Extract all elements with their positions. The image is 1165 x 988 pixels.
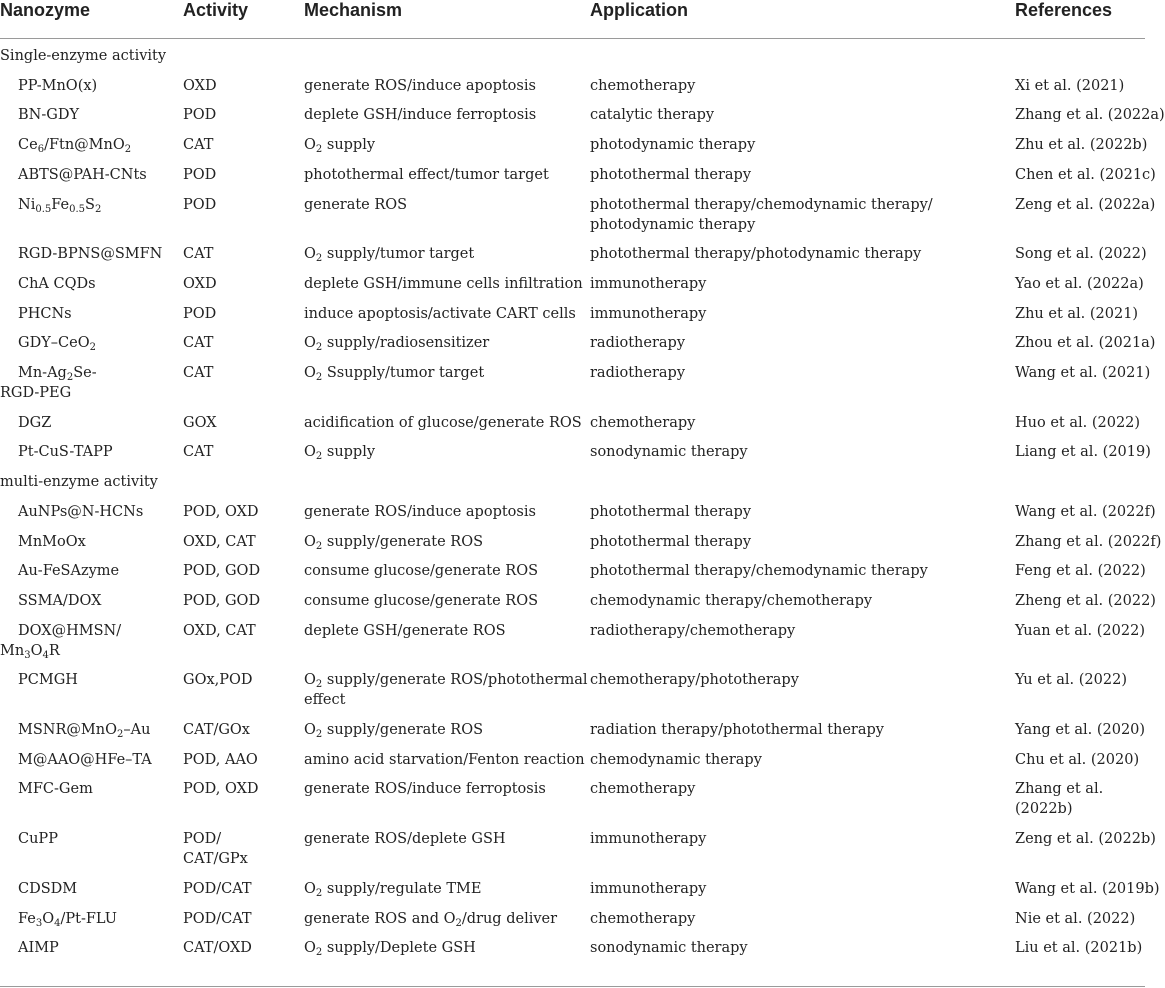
- cell-reference: Chen et al. (2021c): [1015, 166, 1156, 183]
- cell-reference: Zeng et al. (2022b): [1015, 831, 1156, 848]
- cell-nanozyme: Au-FeSAzyme: [18, 563, 120, 580]
- cell-application: chemotherapy/phototherapy: [590, 672, 799, 689]
- cell-reference: Wang et al. (2019b): [1015, 880, 1160, 897]
- cell-application: photothermal therapy: [590, 166, 752, 183]
- cell-mechanism: deplete GSH/generate ROS: [304, 622, 506, 639]
- cell-nanozyme: $Mn-Ag_2Se-$ RGD-PEG: [0, 365, 97, 401]
- cell-nanozyme: SSMA/DOX: [18, 592, 102, 609]
- cell-application: chemotherapy: [590, 77, 696, 94]
- cell-nanozyme: AIMP: [18, 940, 59, 957]
- cell-application: immunotherapy: [590, 275, 707, 292]
- header-activity: Activity: [183, 0, 249, 20]
- section-heading: Single-enzyme activity: [0, 48, 167, 64]
- cell-mechanism: $O_2$ supply/generate ROS: [304, 533, 484, 552]
- cell-mechanism: amino acid starvation/Fenton reaction: [304, 751, 585, 768]
- cell-activity: POD: [183, 196, 217, 213]
- cell-nanozyme: ABTS@PAH-CNts: [18, 166, 147, 183]
- section-heading: multi-enzyme activity: [0, 474, 158, 491]
- cell-nanozyme: MFC-Gem: [18, 781, 93, 798]
- cell-reference: Wang et al. (2021): [1015, 365, 1151, 381]
- cell-activity: POD, GOD: [183, 592, 261, 609]
- cell-mechanism: $O_2$ supply: [304, 137, 376, 156]
- cell-reference: Chu et al. (2020): [1015, 751, 1140, 768]
- cell-application: chemotherapy: [590, 781, 696, 798]
- cell-nanozyme: Pt-CuS-TAPP: [18, 444, 113, 461]
- cell-mechanism: generate ROS and $O_2$/drug deliver: [304, 910, 558, 929]
- cell-mechanism: $O_2$ Ssupply/tumor target: [304, 365, 485, 383]
- cell-reference: Nie et al. (2022): [1015, 910, 1136, 927]
- cell-mechanism: $O_2$ supply/tumor target: [304, 246, 475, 265]
- cell-mechanism: generate ROS/induce apoptosis: [304, 77, 536, 94]
- cell-reference: Liu et al. (2021b): [1015, 940, 1143, 957]
- cell-nanozyme: GDY–CeO$_2$: [18, 335, 96, 354]
- cell-application: sonodynamic therapy: [590, 444, 748, 461]
- cell-reference: Feng et al. (2022): [1015, 563, 1146, 580]
- cell-reference: Yao et al. (2022a): [1015, 275, 1144, 292]
- cell-nanozyme: CDSDM: [18, 880, 78, 897]
- cell-application: photothermal therapy/chemodynamic therapy/ photodynamic therapy: [590, 196, 933, 233]
- cell-reference: Song et al. (2022): [1015, 246, 1147, 263]
- cell-nanozyme: $Ni_{0.5}Fe_{0.5}S_2$: [18, 196, 102, 215]
- cell-activity: POD, AAO: [183, 751, 258, 768]
- cell-activity: CAT: [183, 365, 214, 381]
- cell-application: radiation therapy/photothermal therapy: [590, 722, 884, 738]
- cell-mechanism: $O_2$ supply/generate ROS/photothermal effect: [304, 672, 588, 709]
- cell-activity: OXD: [183, 275, 217, 292]
- cell-reference: Zheng et al. (2022): [1015, 592, 1156, 609]
- cell-mechanism: $O_2$ supply/Deplete GSH: [304, 940, 476, 959]
- cell-nanozyme: PP-MnO(x): [18, 77, 98, 94]
- cell-application: sonodynamic therapy: [590, 940, 748, 957]
- cell-activity: OXD, CAT: [183, 533, 256, 550]
- cell-reference: Zhu et al. (2021): [1015, 305, 1139, 322]
- cell-nanozyme: DOX@HMSN/ $Mn_3O_4R$: [0, 622, 122, 661]
- cell-reference: Wang et al. (2022f): [1015, 503, 1156, 520]
- cell-application: chemotherapy: [590, 910, 696, 927]
- cell-nanozyme: MSNR@MnO$_2$–Au: [18, 722, 151, 740]
- header-mechanism: Mechanism: [304, 0, 403, 20]
- cell-reference: Yuan et al. (2022): [1015, 622, 1145, 639]
- cell-application: radiotherapy/chemotherapy: [590, 622, 796, 639]
- cell-reference: Xi et al. (2021): [1015, 77, 1125, 94]
- cell-activity: CAT/OXD: [183, 940, 252, 957]
- cell-reference: Huo et al. (2022): [1015, 414, 1141, 431]
- cell-mechanism: consume glucose/generate ROS: [304, 592, 539, 609]
- cell-mechanism: photothermal effect/tumor target: [304, 166, 549, 183]
- cell-nanozyme: RGD-BPNS@SMFN: [18, 246, 163, 263]
- cell-activity: POD, GOD: [183, 563, 261, 580]
- cell-application: photothermal therapy: [590, 503, 752, 520]
- cell-activity: POD/ CAT/GPx: [183, 831, 248, 868]
- cell-mechanism: generate ROS/induce ferroptosis: [304, 781, 546, 798]
- cell-application: photothermal therapy/photodynamic therapy: [590, 246, 922, 263]
- header-nanozyme: Nanozyme: [0, 0, 91, 20]
- cell-mechanism: $O_2$ supply/generate ROS: [304, 722, 484, 740]
- table-header: [0, 0, 1145, 39]
- cell-mechanism: generate ROS/induce apoptosis: [304, 503, 536, 520]
- cell-activity: POD, OXD: [183, 503, 259, 520]
- cell-application: photothermal therapy: [590, 533, 752, 550]
- cell-application: catalytic therapy: [590, 107, 715, 124]
- cell-mechanism: generate ROS: [304, 196, 408, 213]
- cell-nanozyme: PHCNs: [18, 305, 72, 322]
- cell-activity: POD/CAT: [183, 910, 252, 927]
- cell-activity: POD: [183, 305, 217, 322]
- cell-activity: GOX: [183, 414, 217, 431]
- cell-nanozyme: DGZ: [18, 414, 52, 431]
- cell-nanozyme: CuPP: [18, 831, 58, 848]
- cell-application: photodynamic therapy: [590, 137, 756, 154]
- cell-nanozyme: MnMoOx: [18, 533, 86, 550]
- cell-reference: Yu et al. (2022): [1015, 672, 1127, 689]
- cell-nanozyme: BN-GDY: [18, 107, 80, 124]
- cell-nanozyme: M@AAO@HFe–TA: [18, 751, 152, 768]
- cell-nanozyme: AuNPs@N-HCNs: [18, 503, 144, 520]
- cell-mechanism: induce apoptosis/activate CART cells: [304, 305, 576, 322]
- cell-reference: Zeng et al. (2022a): [1015, 196, 1156, 213]
- cell-activity: CAT: [183, 137, 214, 154]
- cell-mechanism: generate ROS/deplete GSH: [304, 831, 506, 848]
- cell-application: chemodynamic therapy/chemotherapy: [590, 592, 873, 609]
- cell-mechanism: consume glucose/generate ROS: [304, 563, 539, 580]
- cell-mechanism: $O_2$ supply/regulate TME: [304, 880, 482, 899]
- cell-activity: GOx,POD: [183, 672, 253, 689]
- cell-application: chemotherapy: [590, 414, 696, 431]
- cell-nanozyme: ChA CQDs: [18, 275, 96, 292]
- cell-reference: Zhang et al. (2022a): [1015, 107, 1165, 124]
- cell-application: radiotherapy: [590, 365, 686, 381]
- cell-reference: Zhang et al. (2022f): [1015, 533, 1162, 550]
- cell-mechanism: deplete GSH/induce ferroptosis: [304, 107, 537, 124]
- cell-nanozyme: PCMGH: [18, 672, 78, 689]
- cell-application: immunotherapy: [590, 305, 707, 322]
- cell-mechanism: acidification of glucose/generate ROS: [304, 414, 582, 431]
- cell-reference: Zhu et al. (2022b): [1015, 137, 1148, 154]
- cell-nanozyme: $Ce_6/Ftn@MnO_2$: [18, 137, 132, 156]
- cell-reference: Yang et al. (2020): [1015, 722, 1146, 738]
- header-application: Application: [590, 0, 688, 20]
- cell-nanozyme: $Fe_3O_4/Pt$-FLU: [18, 910, 117, 929]
- cell-application: chemodynamic therapy: [590, 751, 762, 768]
- cell-activity: CAT: [183, 246, 214, 263]
- cell-activity: POD, OXD: [183, 781, 259, 798]
- cell-reference: Liang et al. (2019): [1015, 444, 1151, 461]
- cell-activity: CAT/GOx: [183, 722, 250, 738]
- cell-activity: CAT: [183, 444, 214, 461]
- cell-activity: POD/CAT: [183, 880, 252, 897]
- cell-mechanism: $O_2$ supply/radiosensitizer: [304, 335, 490, 354]
- cell-reference: Zhang et al. (2022b): [1015, 781, 1104, 818]
- cell-activity: CAT: [183, 335, 214, 352]
- cell-activity: OXD: [183, 77, 217, 94]
- cell-application: immunotherapy: [590, 880, 707, 897]
- table-bottom-rule: [0, 986, 1145, 987]
- cell-application: photothermal therapy/chemodynamic therapy: [590, 563, 928, 580]
- cell-activity: POD: [183, 166, 217, 183]
- cell-mechanism: $O_2$ supply: [304, 444, 376, 463]
- cell-activity: OXD, CAT: [183, 622, 256, 639]
- header-references: References: [1015, 0, 1113, 20]
- cell-mechanism: deplete GSH/immune cells infiltration: [304, 275, 583, 292]
- cell-reference: Zhou et al. (2021a): [1015, 335, 1156, 352]
- cell-application: radiotherapy: [590, 335, 686, 352]
- cell-application: immunotherapy: [590, 831, 707, 848]
- cell-activity: POD: [183, 107, 217, 124]
